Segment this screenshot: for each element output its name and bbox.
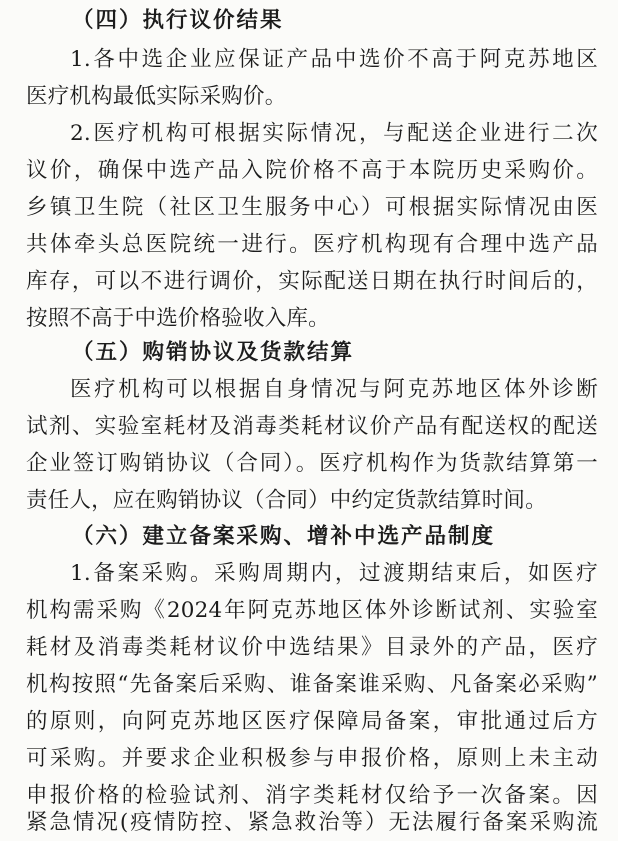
paragraph-line: 机构需采购《2024年阿克苏地区体外诊断试剂、实验室 (26, 598, 598, 623)
paragraph-line: 申报价格的检验试剂、消字类耗材仅给予一次备案。因 (26, 783, 598, 808)
paragraph-line: 按照不高于中选价格验收入库。 (26, 306, 330, 331)
paragraph-line: 责任人，应在购销协议（合同）中约定货款结算时间。 (26, 488, 547, 513)
paragraph-line: 医疗机构最低实际采购价。 (26, 84, 287, 109)
paragraph-line: 2.医疗机构可根据实际情况，与配送企业进行二次 (70, 121, 598, 146)
paragraph-line: 1.各中选企业应保证产品中选价不高于阿克苏地区 (70, 47, 598, 72)
section-heading-6: （六）建立备案采购、增补中选产品制度 (72, 524, 496, 549)
paragraph-line: 机构按照“先备案后采购、谁备案谁采购、凡备案必采购” (26, 672, 598, 697)
paragraph-line: 库存，可以不进行调价，实际配送日期在执行时间后的， (26, 269, 598, 294)
paragraph-line: 共体牵头总医院统一进行。医疗机构现有合理中选产品 (26, 232, 598, 257)
paragraph-line: 乡镇卫生院（社区卫生服务中心）可根据实际情况由医 (26, 195, 598, 220)
paragraph-line: 的原则，向阿克苏地区医疗保障局备案，审批通过后方 (26, 709, 598, 734)
section-heading-4: （四）执行议价结果 (72, 8, 284, 33)
paragraph-line: 医疗机构可以根据自身情况与阿克苏地区体外诊断 (70, 377, 598, 402)
paragraph-line: 1.备案采购。采购周期内，过渡期结束后，如医疗 (70, 561, 598, 586)
paragraph-line: 可采购。并要求企业积极参与申报价格，原则上未主动 (26, 746, 598, 771)
paragraph-line: 企业签订购销协议（合同）。医疗机构作为货款结算第一 (26, 451, 598, 476)
paragraph-line: 耗材及消毒类耗材议价中选结果》目录外的产品，医疗 (26, 635, 598, 660)
paragraph-line: 试剂、实验室耗材及消毒类耗材议价产品有配送权的配送 (26, 414, 598, 439)
paragraph-line: 议价，确保中选产品入院价格不高于本院历史采购价。 (26, 158, 598, 183)
paragraph-line: 紧急情况(疫情防控、紧急救治等）无法履行备案采购流 (26, 810, 598, 835)
section-heading-5: （五）购销协议及货款结算 (72, 340, 355, 365)
